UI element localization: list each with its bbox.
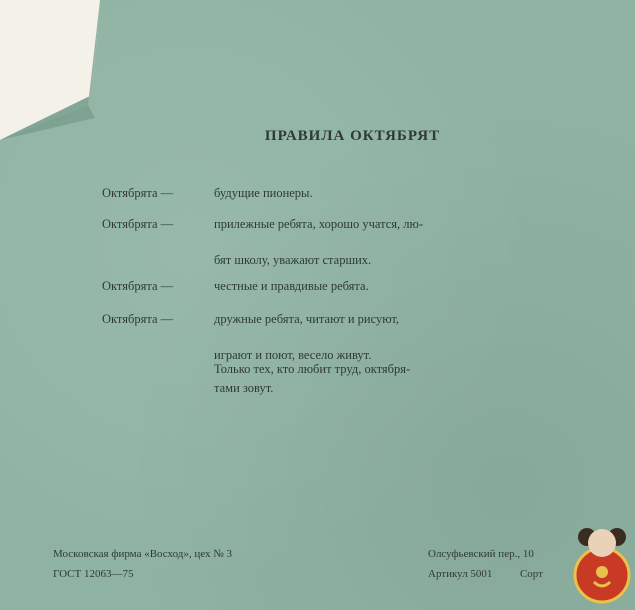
poem [214,360,526,399]
article-number: Артикул 5001 [428,568,493,580]
imprint-footer [0,540,635,610]
rule-label: Октябрята — [102,312,174,326]
rule-1 [102,187,532,200]
poem-line: Только тех, кто любит труд, октября- [214,362,411,376]
imprint-line: Олсуфьевский пер., 10 [428,548,534,560]
imprint-right [428,548,543,588]
rule-text-continued: бят школу, уважают старших. [214,253,372,267]
poem-line: тами зовут. [214,381,274,396]
imprint-left [53,548,232,588]
imprint-line [428,568,543,588]
rule-label: Октябрята — [102,279,174,293]
rule-label: Октябрята — [102,186,174,200]
rule-text: честные и правдивые ребята. [214,279,369,293]
page-title: ПРАВИЛА ОКТЯБРЯТ [264,128,441,144]
imprint-line: Московская фирма «Восход», цех № 3 [53,548,233,560]
grade: Сорт [519,568,543,580]
folded-corner [0,0,110,140]
rule-text-continued: играют и поют, весело живут. [214,348,372,362]
rule-text: дружные ребята, читают и рисуют, [214,312,400,326]
rule-2 [102,217,532,267]
watermark-badge [562,520,632,608]
rule-4 [102,312,532,362]
rule-label: Октябрята — [102,217,174,231]
rule-text: будущие пионеры. [214,186,313,200]
rule-3 [102,280,532,293]
imprint-line: ГОСТ 12063—75 [53,568,134,580]
rule-text: прилежные ребята, хорошо учатся, лю- [214,217,424,231]
